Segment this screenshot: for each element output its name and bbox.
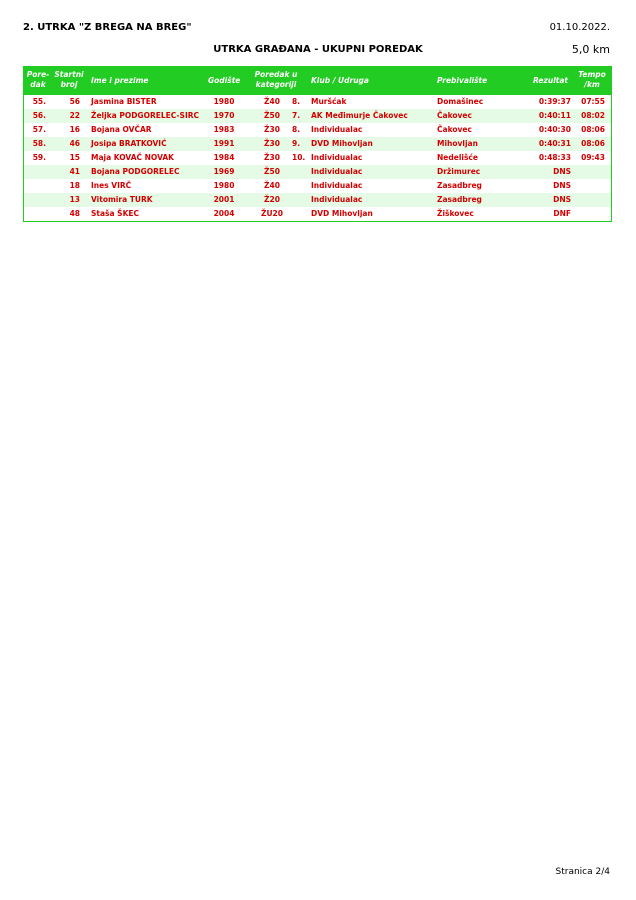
row-result: 0:40:30 xyxy=(538,125,571,134)
row-rank: 55. xyxy=(32,97,46,106)
row-club: DVD Mihovljan xyxy=(311,209,373,218)
table-header xyxy=(24,67,611,95)
row-category-rank: 8. xyxy=(292,125,301,134)
row-category: Ž20 xyxy=(264,195,280,204)
row-category-rank: 7. xyxy=(292,111,301,120)
table-row xyxy=(24,109,611,123)
row-residence: Čakovec xyxy=(437,125,472,134)
race-distance: 5,0 km xyxy=(571,43,610,56)
results-subtitle: UTRKA GRAĐANA - UKUPNI POREDAK xyxy=(213,44,423,55)
event-date: 01.10.2022. xyxy=(549,22,610,33)
row-result: 0:48:33 xyxy=(538,153,571,162)
row-name: Maja KOVAČ NOVAK xyxy=(91,153,174,162)
col-category-header-line2: kategoriji xyxy=(255,80,297,89)
row-result: 0:40:31 xyxy=(538,139,571,148)
row-year: 2004 xyxy=(213,209,235,218)
col-rank-header xyxy=(26,70,50,90)
row-residence: Mihovljan xyxy=(437,139,478,148)
row-rank: 59. xyxy=(32,153,46,162)
row-residence: Držimurec xyxy=(437,167,481,176)
row-bib: 16 xyxy=(69,125,80,134)
row-club: Individualac xyxy=(311,153,363,162)
row-name: Ines VIRČ xyxy=(91,181,132,190)
row-category: Ž30 xyxy=(264,125,280,134)
results-table xyxy=(23,66,612,222)
col-bib-header xyxy=(54,70,84,90)
table-row xyxy=(24,179,611,193)
col-rank-header-line1: Pore- xyxy=(26,70,50,79)
row-bib: 22 xyxy=(69,111,80,120)
table-body xyxy=(24,95,611,221)
col-pace-header-line1: Tempo xyxy=(578,70,606,79)
row-bib: 41 xyxy=(69,167,80,176)
col-rank-header-line2: dak xyxy=(30,80,46,89)
row-pace: 09:43 xyxy=(581,153,605,162)
row-year: 2001 xyxy=(213,195,235,204)
row-club: Individualac xyxy=(311,125,363,134)
row-year: 1984 xyxy=(213,153,235,162)
row-bib: 46 xyxy=(69,139,80,148)
row-residence: Domašinec xyxy=(437,97,484,106)
row-bib: 18 xyxy=(69,181,80,190)
col-year-header: Godište xyxy=(208,76,241,85)
row-pace: 07:55 xyxy=(581,97,605,106)
row-year: 1980 xyxy=(213,97,235,106)
row-category: Ž40 xyxy=(264,97,280,106)
row-club: AK Međimurje Čakovec xyxy=(311,111,408,120)
row-bib: 48 xyxy=(69,209,80,218)
row-name: Željka PODGORELEC-SIRC xyxy=(91,111,200,120)
row-club: DVD Mihovljan xyxy=(311,139,373,148)
row-category: Ž30 xyxy=(264,153,280,162)
page-number: Stranica 2/4 xyxy=(555,867,610,877)
row-result: DNS xyxy=(553,181,571,190)
row-year: 1969 xyxy=(213,167,235,176)
row-year: 1980 xyxy=(213,181,235,190)
row-residence: Nedelišće xyxy=(437,153,478,162)
row-residence: Zasadbreg xyxy=(437,181,482,190)
row-name: Jasmina BISTER xyxy=(91,97,157,106)
row-result: DNS xyxy=(553,195,571,204)
row-rank: 57. xyxy=(32,125,46,134)
row-name: Bojana OVČAR xyxy=(91,125,152,134)
row-residence: Žiškovec xyxy=(437,209,474,218)
row-category: Ž50 xyxy=(264,167,280,176)
row-pace: 08:02 xyxy=(581,111,605,120)
row-category-rank: 8. xyxy=(292,97,301,106)
col-pace-header xyxy=(577,70,607,90)
row-bib: 56 xyxy=(69,97,80,106)
table-row xyxy=(24,151,611,165)
row-category-rank: 10. xyxy=(292,153,306,162)
row-bib: 13 xyxy=(69,195,80,204)
row-category: Ž40 xyxy=(264,181,280,190)
col-bib-header-line2: broj xyxy=(60,80,78,89)
table-row xyxy=(24,207,611,221)
col-category-header xyxy=(254,70,298,90)
row-name: Josipa BRATKOVIĆ xyxy=(91,139,167,148)
table-row xyxy=(24,137,611,151)
col-category-header-line1: Poredak u xyxy=(254,70,298,79)
row-name: Bojana PODGORELEC xyxy=(91,167,180,176)
row-club: Individualac xyxy=(311,195,363,204)
row-result: 0:40:11 xyxy=(538,111,571,120)
row-name: Staša ŠKEC xyxy=(91,209,140,218)
table-row xyxy=(24,193,611,207)
row-club: Individualac xyxy=(311,181,363,190)
event-title: 2. UTRKA "Z BREGA NA BREG" xyxy=(23,22,192,33)
row-name: Vitomira TURK xyxy=(91,195,153,204)
table-row xyxy=(24,95,611,109)
row-residence: Zasadbreg xyxy=(437,195,482,204)
col-name-header: Ime i prezime xyxy=(91,76,149,85)
row-category: ŽU20 xyxy=(261,209,283,218)
row-rank: 56. xyxy=(32,111,46,120)
col-residence-header: Prebivalište xyxy=(437,76,488,85)
row-category: Ž50 xyxy=(264,111,280,120)
row-year: 1991 xyxy=(213,139,235,148)
row-category: Ž30 xyxy=(264,139,280,148)
row-year: 1970 xyxy=(213,111,235,120)
row-residence: Čakovec xyxy=(437,111,472,120)
col-pace-header-line2: /km xyxy=(584,80,600,89)
row-result: DNS xyxy=(553,167,571,176)
col-result-header: Rezultat xyxy=(533,76,568,85)
row-result: DNF xyxy=(553,209,571,218)
row-category-rank: 9. xyxy=(292,139,301,148)
row-bib: 15 xyxy=(69,153,80,162)
table-row xyxy=(24,165,611,179)
row-pace: 08:06 xyxy=(581,125,605,134)
row-result: 0:39:37 xyxy=(538,97,571,106)
row-year: 1983 xyxy=(213,125,235,134)
col-club-header: Klub / Udruga xyxy=(311,76,369,85)
row-club: Individualac xyxy=(311,167,363,176)
row-rank: 58. xyxy=(32,139,46,148)
row-pace: 08:06 xyxy=(581,139,605,148)
col-bib-header-line1: Startni xyxy=(54,70,84,79)
row-club: Muršćak xyxy=(311,97,347,106)
table-row xyxy=(24,123,611,137)
